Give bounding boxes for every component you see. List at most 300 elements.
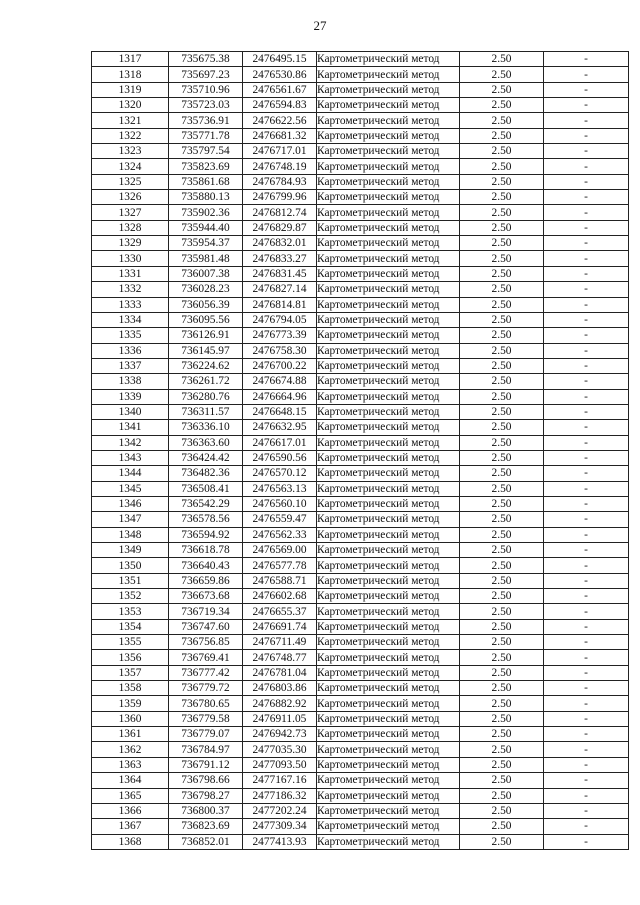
accuracy-cell: 2.50 [460,727,544,742]
table-row [92,389,629,404]
accuracy-cell: 2.50 [460,52,544,67]
point-number-cell: 1348 [92,527,169,542]
y-coordinate-cell: 2476617.01 [243,435,317,450]
x-coordinate-cell: 736542.29 [169,496,243,511]
point-number-cell: 1367 [92,819,169,834]
y-coordinate-cell: 2476781.04 [243,665,317,680]
point-number-cell: 1342 [92,435,169,450]
method-cell: Картометрический метод [317,803,460,818]
method-cell: Картометрический метод [317,450,460,465]
table-row [92,650,629,665]
accuracy-cell: 2.50 [460,404,544,419]
y-coordinate-cell: 2476622.56 [243,113,317,128]
x-coordinate-cell: 736618.78 [169,543,243,558]
point-number-cell: 1333 [92,297,169,312]
note-cell: - [544,128,629,143]
point-number-cell: 1326 [92,190,169,205]
method-cell: Картометрический метод [317,435,460,450]
table-row [92,834,629,849]
accuracy-cell: 2.50 [460,711,544,726]
accuracy-cell: 2.50 [460,650,544,665]
table-row [92,159,629,174]
y-coordinate-cell: 2476655.37 [243,604,317,619]
x-coordinate-cell: 736779.58 [169,711,243,726]
note-cell: - [544,374,629,389]
point-number-cell: 1366 [92,803,169,818]
method-cell: Картометрический метод [317,205,460,220]
point-number-cell: 1329 [92,236,169,251]
note-cell: - [544,788,629,803]
note-cell: - [544,635,629,650]
point-number-cell: 1325 [92,174,169,189]
point-number-cell: 1320 [92,98,169,113]
point-number-cell: 1322 [92,128,169,143]
method-cell: Картометрический метод [317,619,460,634]
x-coordinate-cell: 735861.68 [169,174,243,189]
x-coordinate-cell: 735880.13 [169,190,243,205]
point-number-cell: 1324 [92,159,169,174]
method-cell: Картометрический метод [317,251,460,266]
note-cell: - [544,742,629,757]
method-cell: Картометрический метод [317,696,460,711]
accuracy-cell: 2.50 [460,374,544,389]
method-cell: Картометрический метод [317,773,460,788]
y-coordinate-cell: 2476648.15 [243,404,317,419]
method-cell: Картометрический метод [317,496,460,511]
x-coordinate-cell: 736659.86 [169,573,243,588]
y-coordinate-cell: 2476812.74 [243,205,317,220]
note-cell: - [544,82,629,97]
y-coordinate-cell: 2476594.83 [243,98,317,113]
point-number-cell: 1354 [92,619,169,634]
accuracy-cell: 2.50 [460,236,544,251]
table-row [92,803,629,818]
accuracy-cell: 2.50 [460,788,544,803]
table-row [92,527,629,542]
note-cell: - [544,343,629,358]
note-cell: - [544,236,629,251]
table-row [92,328,629,343]
x-coordinate-cell: 735823.69 [169,159,243,174]
y-coordinate-cell: 2476562.33 [243,527,317,542]
accuracy-cell: 2.50 [460,543,544,558]
accuracy-cell: 2.50 [460,358,544,373]
note-cell: - [544,466,629,481]
note-cell: - [544,543,629,558]
method-cell: Картометрический метод [317,297,460,312]
accuracy-cell: 2.50 [460,742,544,757]
y-coordinate-cell: 2476717.01 [243,144,317,159]
note-cell: - [544,144,629,159]
note-cell: - [544,404,629,419]
table-row [92,696,629,711]
table-row [92,144,629,159]
x-coordinate-cell: 736261.72 [169,374,243,389]
table-row [92,282,629,297]
note-cell: - [544,328,629,343]
point-number-cell: 1335 [92,328,169,343]
coordinates-table [91,51,629,850]
x-coordinate-cell: 736784.97 [169,742,243,757]
method-cell: Картометрический метод [317,589,460,604]
y-coordinate-cell: 2476569.00 [243,543,317,558]
table-row [92,512,629,527]
note-cell: - [544,696,629,711]
note-cell: - [544,819,629,834]
point-number-cell: 1339 [92,389,169,404]
x-coordinate-cell: 736777.42 [169,665,243,680]
x-coordinate-cell: 736852.01 [169,834,243,849]
y-coordinate-cell: 2477167.16 [243,773,317,788]
accuracy-cell: 2.50 [460,251,544,266]
table-row [92,113,629,128]
table-row [92,82,629,97]
table-row [92,727,629,742]
method-cell: Картометрический метод [317,82,460,97]
point-number-cell: 1344 [92,466,169,481]
note-cell: - [544,435,629,450]
accuracy-cell: 2.50 [460,527,544,542]
method-cell: Картометрический метод [317,757,460,772]
accuracy-cell: 2.50 [460,343,544,358]
point-number-cell: 1328 [92,220,169,235]
y-coordinate-cell: 2476803.86 [243,681,317,696]
method-cell: Картометрический метод [317,52,460,67]
y-coordinate-cell: 2476814.81 [243,297,317,312]
accuracy-cell: 2.50 [460,312,544,327]
x-coordinate-cell: 736594.92 [169,527,243,542]
method-cell: Картометрический метод [317,665,460,680]
y-coordinate-cell: 2476794.05 [243,312,317,327]
x-coordinate-cell: 736280.76 [169,389,243,404]
y-coordinate-cell: 2476674.88 [243,374,317,389]
y-coordinate-cell: 2476602.68 [243,589,317,604]
table-row [92,128,629,143]
table-row [92,343,629,358]
method-cell: Картометрический метод [317,113,460,128]
y-coordinate-cell: 2476758.30 [243,343,317,358]
x-coordinate-cell: 735981.48 [169,251,243,266]
method-cell: Картометрический метод [317,358,460,373]
accuracy-cell: 2.50 [460,205,544,220]
accuracy-cell: 2.50 [460,619,544,634]
y-coordinate-cell: 2477309.34 [243,819,317,834]
method-cell: Картометрический метод [317,266,460,281]
table-row [92,297,629,312]
method-cell: Картометрический метод [317,650,460,665]
note-cell: - [544,496,629,511]
accuracy-cell: 2.50 [460,328,544,343]
accuracy-cell: 2.50 [460,113,544,128]
note-cell: - [544,312,629,327]
x-coordinate-cell: 735954.37 [169,236,243,251]
point-number-cell: 1334 [92,312,169,327]
y-coordinate-cell: 2476681.32 [243,128,317,143]
page-number: 27 [313,18,327,33]
method-cell: Картометрический метод [317,220,460,235]
y-coordinate-cell: 2477413.93 [243,834,317,849]
note-cell: - [544,604,629,619]
note-cell: - [544,220,629,235]
table-row [92,496,629,511]
x-coordinate-cell: 735736.91 [169,113,243,128]
point-number-cell: 1353 [92,604,169,619]
x-coordinate-cell: 736780.65 [169,696,243,711]
table-row [92,711,629,726]
y-coordinate-cell: 2477035.30 [243,742,317,757]
table-row [92,190,629,205]
y-coordinate-cell: 2476577.78 [243,558,317,573]
point-number-cell: 1319 [92,82,169,97]
x-coordinate-cell: 736424.42 [169,450,243,465]
y-coordinate-cell: 2476911.05 [243,711,317,726]
table-row [92,435,629,450]
y-coordinate-cell: 2476691.74 [243,619,317,634]
accuracy-cell: 2.50 [460,665,544,680]
note-cell: - [544,98,629,113]
x-coordinate-cell: 736800.37 [169,803,243,818]
point-number-cell: 1345 [92,481,169,496]
method-cell: Картометрический метод [317,159,460,174]
accuracy-cell: 2.50 [460,834,544,849]
table-row [92,604,629,619]
table-row [92,52,629,67]
x-coordinate-cell: 736126.91 [169,328,243,343]
y-coordinate-cell: 2476590.56 [243,450,317,465]
table-row [92,481,629,496]
point-number-cell: 1332 [92,282,169,297]
note-cell: - [544,527,629,542]
method-cell: Картометрический метод [317,834,460,849]
method-cell: Картометрический метод [317,389,460,404]
y-coordinate-cell: 2476711.49 [243,635,317,650]
accuracy-cell: 2.50 [460,757,544,772]
table-row [92,819,629,834]
y-coordinate-cell: 2477093.50 [243,757,317,772]
table-row [92,665,629,680]
method-cell: Картометрический метод [317,573,460,588]
x-coordinate-cell: 736311.57 [169,404,243,419]
accuracy-cell: 2.50 [460,420,544,435]
point-number-cell: 1327 [92,205,169,220]
y-coordinate-cell: 2476882.92 [243,696,317,711]
method-cell: Картометрический метод [317,543,460,558]
table-row [92,220,629,235]
point-number-cell: 1343 [92,450,169,465]
y-coordinate-cell: 2477202.24 [243,803,317,818]
method-cell: Картометрический метод [317,512,460,527]
table-row [92,635,629,650]
point-number-cell: 1317 [92,52,169,67]
note-cell: - [544,727,629,742]
note-cell: - [544,159,629,174]
table-row [92,543,629,558]
note-cell: - [544,573,629,588]
accuracy-cell: 2.50 [460,174,544,189]
method-cell: Картометрический метод [317,742,460,757]
note-cell: - [544,681,629,696]
y-coordinate-cell: 2476632.95 [243,420,317,435]
table-row [92,742,629,757]
table-row [92,174,629,189]
note-cell: - [544,113,629,128]
method-cell: Картометрический метод [317,420,460,435]
point-number-cell: 1331 [92,266,169,281]
y-coordinate-cell: 2477186.32 [243,788,317,803]
x-coordinate-cell: 736791.12 [169,757,243,772]
accuracy-cell: 2.50 [460,190,544,205]
accuracy-cell: 2.50 [460,297,544,312]
y-coordinate-cell: 2476833.27 [243,251,317,266]
x-coordinate-cell: 736823.69 [169,819,243,834]
x-coordinate-cell: 735675.38 [169,52,243,67]
point-number-cell: 1362 [92,742,169,757]
y-coordinate-cell: 2476827.14 [243,282,317,297]
note-cell: - [544,389,629,404]
note-cell: - [544,190,629,205]
x-coordinate-cell: 736028.23 [169,282,243,297]
note-cell: - [544,282,629,297]
point-number-cell: 1341 [92,420,169,435]
x-coordinate-cell: 736779.07 [169,727,243,742]
x-coordinate-cell: 735797.54 [169,144,243,159]
method-cell: Картометрический метод [317,819,460,834]
note-cell: - [544,757,629,772]
table-row [92,450,629,465]
x-coordinate-cell: 736747.60 [169,619,243,634]
y-coordinate-cell: 2476942.73 [243,727,317,742]
point-number-cell: 1357 [92,665,169,680]
x-coordinate-cell: 735710.96 [169,82,243,97]
point-number-cell: 1358 [92,681,169,696]
x-coordinate-cell: 736363.60 [169,435,243,450]
note-cell: - [544,297,629,312]
table-row [92,757,629,772]
method-cell: Картометрический метод [317,374,460,389]
note-cell: - [544,67,629,82]
point-number-cell: 1364 [92,773,169,788]
accuracy-cell: 2.50 [460,773,544,788]
point-number-cell: 1368 [92,834,169,849]
method-cell: Картометрический метод [317,67,460,82]
y-coordinate-cell: 2476748.19 [243,159,317,174]
y-coordinate-cell: 2476570.12 [243,466,317,481]
y-coordinate-cell: 2476799.96 [243,190,317,205]
accuracy-cell: 2.50 [460,589,544,604]
point-number-cell: 1340 [92,404,169,419]
note-cell: - [544,450,629,465]
note-cell: - [544,205,629,220]
y-coordinate-cell: 2476530.86 [243,67,317,82]
point-number-cell: 1360 [92,711,169,726]
x-coordinate-cell: 736798.27 [169,788,243,803]
x-coordinate-cell: 736719.34 [169,604,243,619]
x-coordinate-cell: 736336.10 [169,420,243,435]
note-cell: - [544,803,629,818]
table-row [92,98,629,113]
table-row [92,312,629,327]
point-number-cell: 1337 [92,358,169,373]
point-number-cell: 1356 [92,650,169,665]
y-coordinate-cell: 2476829.87 [243,220,317,235]
point-number-cell: 1338 [92,374,169,389]
method-cell: Картометрический метод [317,604,460,619]
accuracy-cell: 2.50 [460,98,544,113]
accuracy-cell: 2.50 [460,681,544,696]
accuracy-cell: 2.50 [460,67,544,82]
note-cell: - [544,711,629,726]
table-row [92,67,629,82]
y-coordinate-cell: 2476563.13 [243,481,317,496]
y-coordinate-cell: 2476832.01 [243,236,317,251]
y-coordinate-cell: 2476773.39 [243,328,317,343]
table-row [92,589,629,604]
accuracy-cell: 2.50 [460,635,544,650]
method-cell: Картометрический метод [317,527,460,542]
accuracy-cell: 2.50 [460,481,544,496]
table-row [92,420,629,435]
point-number-cell: 1350 [92,558,169,573]
accuracy-cell: 2.50 [460,819,544,834]
table-row [92,558,629,573]
y-coordinate-cell: 2476664.96 [243,389,317,404]
point-number-cell: 1359 [92,696,169,711]
x-coordinate-cell: 735944.40 [169,220,243,235]
point-number-cell: 1352 [92,589,169,604]
note-cell: - [544,52,629,67]
accuracy-cell: 2.50 [460,466,544,481]
note-cell: - [544,834,629,849]
note-cell: - [544,665,629,680]
point-number-cell: 1363 [92,757,169,772]
point-number-cell: 1346 [92,496,169,511]
x-coordinate-cell: 736508.41 [169,481,243,496]
note-cell: - [544,174,629,189]
y-coordinate-cell: 2476748.77 [243,650,317,665]
method-cell: Картометрический метод [317,558,460,573]
method-cell: Картометрический метод [317,343,460,358]
accuracy-cell: 2.50 [460,266,544,281]
method-cell: Картометрический метод [317,788,460,803]
x-coordinate-cell: 736756.85 [169,635,243,650]
method-cell: Картометрический метод [317,466,460,481]
accuracy-cell: 2.50 [460,82,544,97]
table-row [92,205,629,220]
table-row [92,404,629,419]
table-row [92,358,629,373]
x-coordinate-cell: 736145.97 [169,343,243,358]
note-cell: - [544,481,629,496]
x-coordinate-cell: 736673.68 [169,589,243,604]
y-coordinate-cell: 2476559.47 [243,512,317,527]
x-coordinate-cell: 736779.72 [169,681,243,696]
note-cell: - [544,650,629,665]
point-number-cell: 1351 [92,573,169,588]
point-number-cell: 1336 [92,343,169,358]
x-coordinate-cell: 735902.36 [169,205,243,220]
method-cell: Картометрический метод [317,328,460,343]
table-row [92,788,629,803]
x-coordinate-cell: 735723.03 [169,98,243,113]
y-coordinate-cell: 2476831.45 [243,266,317,281]
point-number-cell: 1365 [92,788,169,803]
x-coordinate-cell: 736056.39 [169,297,243,312]
table-row [92,573,629,588]
method-cell: Картометрический метод [317,681,460,696]
note-cell: - [544,420,629,435]
point-number-cell: 1330 [92,251,169,266]
x-coordinate-cell: 736095.56 [169,312,243,327]
